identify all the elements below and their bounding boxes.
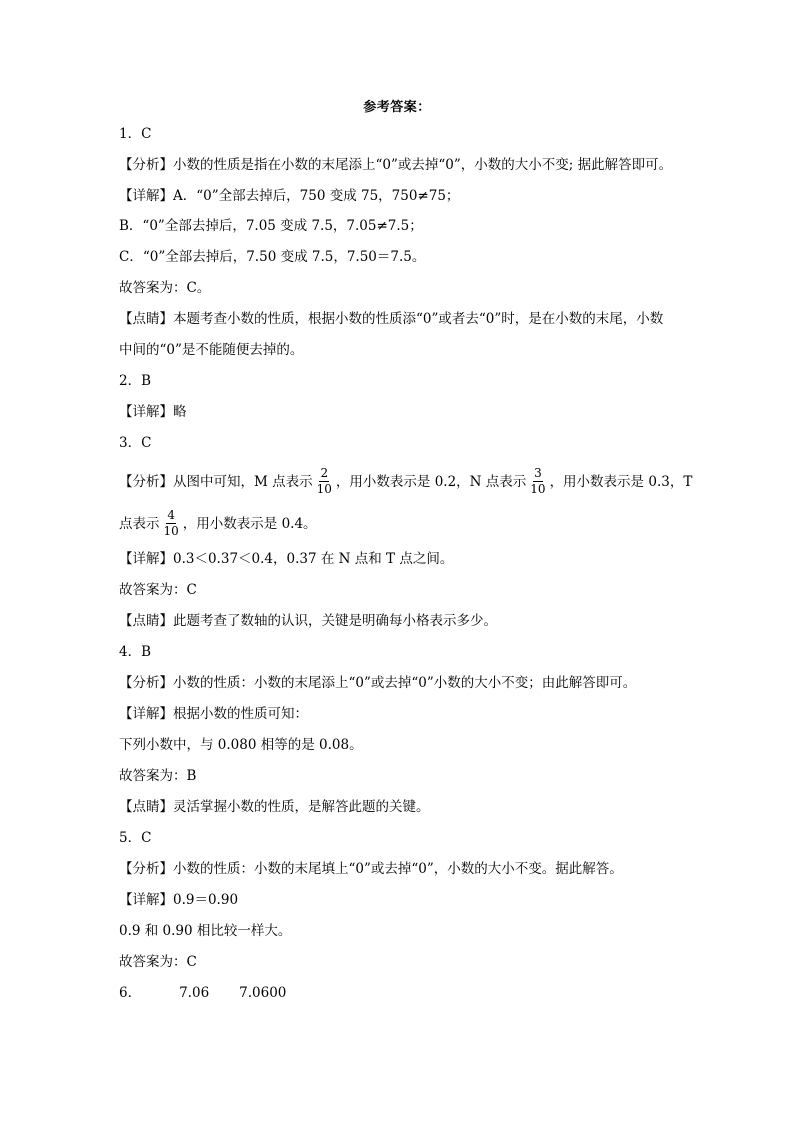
- fraction-m: [316, 467, 333, 496]
- answer-3-comment: 【点睛】此题考查了数轴的认识，关键是明确每小格表示多少。: [119, 613, 497, 629]
- answer-3-result: 故答案为：C: [119, 582, 197, 598]
- answer-5-detail: 【详解】0.9＝0.90: [119, 892, 239, 908]
- answer-1-detail-a: 【详解】A．“0”全部去掉后，750 变成 75，750≠75；: [119, 188, 460, 204]
- fraction-t-numerator: 4: [167, 508, 175, 522]
- analysis-text-t-prefix: 点表示: [119, 516, 160, 532]
- answer-4-analysis: 【分析】小数的性质：小数的末尾添上“0”或去掉“0”小数的大小不变；由此解答即可。: [119, 675, 637, 691]
- answer-5-result: 故答案为：C: [119, 954, 197, 970]
- answer-6-blank-2: 7.0600: [239, 985, 287, 1001]
- answer-3-number: 3．C: [119, 435, 152, 451]
- answer-1-analysis: 【分析】小数的性质是指在小数的末尾添上“0”或去掉“0”，小数的大小不变; 据此解答即可。: [119, 157, 673, 173]
- answer-3-analysis-line-1: [119, 468, 692, 497]
- answer-1-detail-b: B．“0”全部去掉后，7.05 变成 7.5，7.05≠7.5；: [119, 218, 423, 234]
- fraction-t: [163, 509, 180, 538]
- answer-1-comment-line-1: 【点睛】本题考查小数的性质，根据小数的性质添“0”或者去“0”时，是在小数的末尾，小数: [119, 311, 664, 327]
- answer-1-detail-c: C．“0”全部去掉后，7.50 变成 7.5，7.50＝7.5。: [119, 249, 426, 265]
- fraction-n: [529, 467, 546, 496]
- answer-5-number: 5．C: [119, 830, 152, 846]
- analysis-text-t: ，用小数表示是 0.3，T: [549, 474, 693, 490]
- fraction-n-denominator: 10: [530, 482, 546, 496]
- answer-4-number: 4．B: [119, 644, 152, 660]
- answer-1-comment-line-2: 中间的“0”是不能随便去掉的。: [119, 342, 304, 358]
- answer-1-number: 1．C: [119, 126, 152, 142]
- answer-1-result: 故答案为：C。: [119, 280, 211, 296]
- fraction-n-numerator: 3: [534, 466, 542, 480]
- answer-2-detail: 【详解】略: [119, 404, 187, 420]
- answer-4-detail: 【详解】根据小数的性质可知：: [119, 706, 308, 722]
- fraction-m-numerator: 2: [320, 466, 329, 480]
- fraction-t-denominator: 10: [163, 524, 179, 538]
- analysis-text-t-suffix: ，用小数表示是 0.4。: [182, 516, 317, 532]
- answer-2-number: 2．B: [119, 373, 152, 389]
- answer-4-result: 故答案为：B: [119, 768, 197, 784]
- answer-5-detail-continued: 0.9 和 0.90 相比较一样大。: [119, 923, 292, 939]
- page-title: 参考答案：: [363, 100, 431, 115]
- answer-3-detail: 【详解】0.3＜0.37＜0.4，0.37 在 N 点和 T 点之间。: [119, 551, 454, 567]
- answer-4-comment: 【点睛】灵活掌握小数的性质，是解答此题的关键。: [119, 799, 430, 815]
- fraction-m-denominator: 10: [316, 482, 332, 496]
- answer-6-line: [119, 983, 286, 1003]
- answer-5-analysis: 【分析】小数的性质：小数的末尾填上“0”或去掉“0”，小数的大小不变。据此解答。: [119, 861, 623, 877]
- answer-4-detail-continued: 下列小数中，与 0.080 相等的是 0.08。: [119, 737, 363, 753]
- analysis-text-m: 【分析】从图中可知，M 点表示: [119, 474, 313, 490]
- answer-3-analysis-line-2: [119, 510, 317, 539]
- analysis-text-n: ，用小数表示是 0.2，N 点表示: [335, 474, 527, 490]
- answer-6-number: 6．: [119, 985, 142, 1001]
- answer-6-blank-1: 7.06: [179, 985, 210, 1001]
